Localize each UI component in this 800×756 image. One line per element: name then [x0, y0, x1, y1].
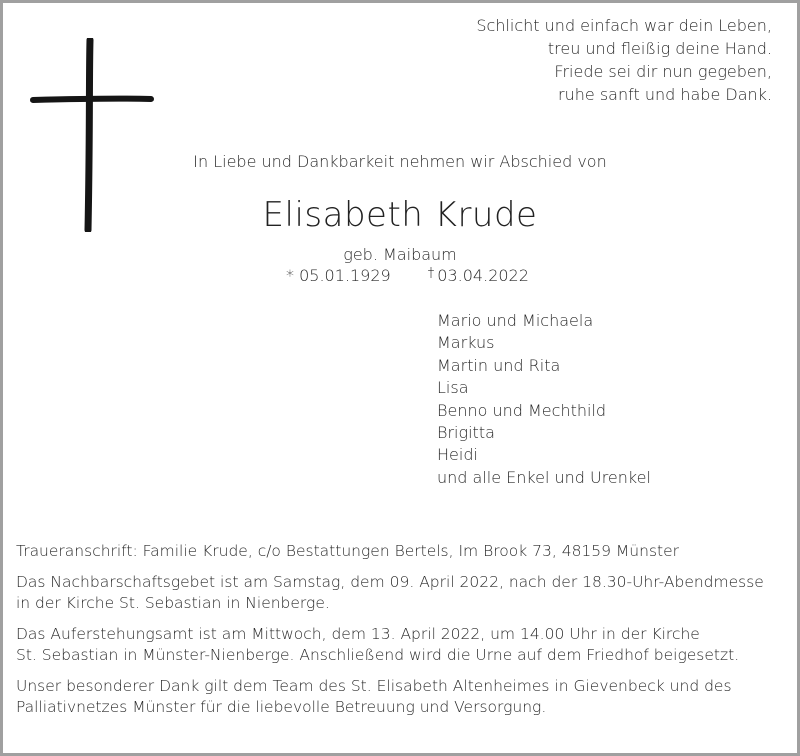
thanks-line: Palliativnetzes Münster für die liebevolle Betreuung und Versorgung. [16, 698, 547, 716]
family-member: Martin und Rita [437, 355, 561, 375]
poem-line: treu und fleißig deine Hand. [547, 39, 772, 58]
address-notice [16, 541, 786, 562]
family-member: Mario und Michaela [437, 311, 594, 330]
family-member: und alle Enkel und Urenkel [437, 467, 651, 487]
family-member: Brigitta [437, 423, 495, 443]
life-dates [286, 266, 529, 285]
deceased-name: Elisabeth Krude [262, 195, 538, 235]
birth-date: 05.01.1929 [299, 266, 391, 285]
family-member: Benno und Mechthild [437, 400, 607, 420]
poem-line: Schlicht und einfach war dein Leben, [476, 16, 772, 35]
thanks-line: Unser besonderer Dank gilt dem Team des St. Elisabeth Altenheimes in Gievenbeck und des [16, 677, 732, 695]
family-member: Heidi [437, 445, 478, 465]
address-text: Traueranschrift: Familie Krude, c/o Bestattungen Bertels, Im Brook 73, 48159 Münster [16, 542, 680, 560]
service-notice [16, 624, 786, 666]
death-symbol: † [427, 266, 435, 281]
poem-line: ruhe sanft und habe Dank. [558, 85, 772, 104]
intro-text: In Liebe und Dankbarkeit nehmen wir Abschied von [193, 152, 607, 171]
poem [476, 14, 772, 106]
family-member: Markus [437, 333, 495, 353]
prayer-line: Das Nachbarschaftsgebet ist am Samstag, dem 09. April 2022, nach der 18.30-Uhr-Abendmesse [16, 573, 764, 591]
notices [16, 541, 786, 728]
service-line: Das Auferstehungsamt ist am Mittwoch, dem 13. April 2022, um 14.00 Uhr in der Kirche [16, 625, 700, 643]
prayer-notice [16, 572, 786, 614]
family-member: Lisa [437, 378, 469, 398]
service-line: St. Sebastian in Münster-Nienberge. Anschließend wird die Urne auf dem Friedhof beigesetzt. [16, 646, 740, 664]
birth-symbol: * [286, 266, 294, 285]
death-date: 03.04.2022 [437, 266, 529, 285]
family-list [437, 310, 651, 489]
poem-line: Friede sei dir nun gegeben, [554, 62, 772, 81]
maiden-name: geb. Maibaum [343, 245, 457, 264]
prayer-line: in der Kirche St. Sebastian in Nienberge. [16, 594, 330, 612]
thanks-notice [16, 676, 786, 718]
